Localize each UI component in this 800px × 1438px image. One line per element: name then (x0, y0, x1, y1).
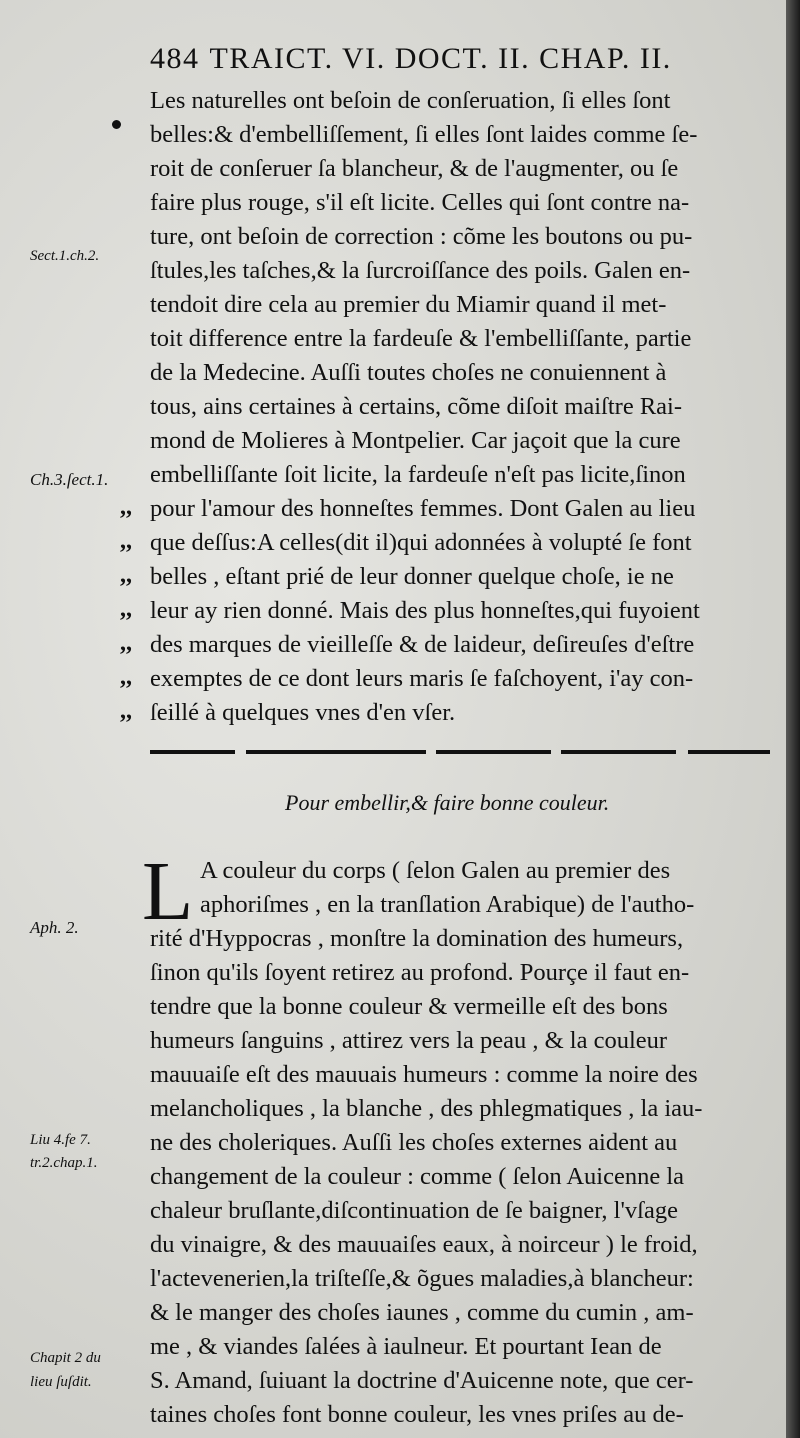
divider-rule (150, 750, 235, 754)
text-line: belles:& d'embelliſſement, ſi elles ſont laides comme ſe- (150, 121, 698, 148)
margin-note-aph: Aph. 2. (30, 918, 79, 937)
text-line: melancholiques , la blanche , des phlegmatiques , la iau- (150, 1095, 703, 1122)
text-line: que deſſus:A celles(dit il)qui adonnées à volupté ſe font (150, 529, 692, 556)
text-line: taines choſes font bonne couleur, les vnes priſes au de- (150, 1401, 684, 1428)
text-line: belles , eſtant prié de leur donner quelque choſe, ie ne (150, 563, 674, 590)
divider-rule (436, 750, 551, 754)
page-edge-shadow (786, 0, 800, 1438)
text-line: du vinaigre, & des mauuaiſes eaux, à noirceur ) le froid, (150, 1231, 698, 1258)
section-title: Pour embellir,& faire bonne couleur. (285, 790, 610, 815)
margin-note-sect: Sect.1.ch.2. (30, 248, 100, 264)
text-line: tendoit dire cela au premier du Miamir quand il met- (150, 291, 667, 318)
text-line: ſeillé à quelques vnes d'en vſer. (150, 699, 456, 726)
margin-note-chap: Ch.3.ſect.1. (30, 470, 109, 489)
text-line: faire plus rouge, s'il eſt licite. Celles qui ſont contre na- (150, 189, 690, 216)
margin-note-liu: Liu 4.fe 7. (30, 1132, 91, 1148)
text-line: l'actevenerien,la triſteſſe,& õgues maladies,à blancheur: (150, 1265, 694, 1292)
text-line: exemptes de ce dont leurs maris ſe faſchoyent, i'ay con- (150, 665, 694, 692)
margin-note-chapit: lieu ſuſdit. (30, 1374, 92, 1390)
divider-rule (246, 750, 426, 754)
text-line: A couleur du corps ( ſelon Galen au premier des (200, 857, 671, 884)
quote-mark: ,, (120, 596, 132, 622)
text-line: & le manger des choſes iaunes , comme du cumin , am- (150, 1299, 694, 1326)
quote-mark: ,, (120, 494, 132, 520)
text-line: des marques de vieilleſſe & de laideur, deſireuſes d'eſtre (150, 631, 695, 658)
text-line: ture, ont beſoin de correction : cõme les boutons ou pu- (150, 223, 693, 250)
margin-note-liu: tr.2.chap.1. (30, 1155, 98, 1171)
drop-capital: L (142, 845, 194, 938)
text-line: tendre que la bonne couleur & vermeille eſt des bons (150, 993, 668, 1020)
text-line: rité d'Hyppocras , monſtre la domination des humeurs, (150, 925, 684, 952)
text-line: embelliſſante ſoit licite, la fardeuſe n'eſt pas licite,ſinon (150, 461, 686, 488)
quote-mark: ,, (120, 630, 132, 656)
text-line: tous, ains certaines à certains, cõme diſoit maiſtre Rai- (150, 393, 683, 420)
text-line: me , & viandes ſalées à iaulneur. Et pourtant Iean de (150, 1333, 662, 1360)
text-line: humeurs ſanguins , attirez vers la peau , & la couleur (150, 1027, 668, 1054)
text-line: ſinon qu'ils ſoyent retirez au profond. Pourçe il faut en- (150, 959, 690, 986)
text-line: changement de la couleur : comme ( ſelon Auicenne la (150, 1163, 685, 1190)
ink-blot (112, 120, 121, 129)
margin-note-chapit: Chapit 2 du (30, 1350, 101, 1366)
running-title: TRAICT. VI. DOCT. II. CHAP. II. (209, 42, 672, 75)
quote-mark: ,, (120, 698, 132, 724)
text-line: toit difference entre la fardeuſe & l'embelliſſante, partie (150, 325, 692, 352)
text-line: S. Amand, ſuiuant la doctrine d'Auicenne note, que cer- (150, 1367, 694, 1394)
page-number: 484 (150, 42, 200, 75)
text-line: ne des choleriques. Auſſi les choſes externes aident au (150, 1129, 678, 1156)
text-line: leur ay rien donné. Mais des plus honneſtes,qui fuyoient (150, 597, 700, 624)
divider-rule (561, 750, 676, 754)
text-line: mauuaiſe eſt des mauuais humeurs : comme la noire des (150, 1061, 698, 1088)
quote-mark: ,, (120, 528, 132, 554)
divider-rule (688, 750, 770, 754)
text-line: de la Medecine. Auſſi toutes choſes ne conuiennent à (150, 359, 667, 386)
text-line: aphoriſmes , en la tranſlation Arabique) de l'autho- (200, 891, 695, 918)
text-line: chaleur bruſlante,diſcontinuation de ſe baigner, l'vſage (150, 1197, 678, 1224)
text-line: roit de conſeruer ſa blancheur, & de l'augmenter, ou ſe (150, 155, 679, 182)
text-line: pour l'amour des honneſtes femmes. Dont Galen au lieu (150, 495, 696, 522)
quote-mark: ,, (120, 664, 132, 690)
text-line: Les naturelles ont beſoin de conſeruation, ſi elles ſont (150, 87, 671, 114)
text-line: mond de Molieres à Montpelier. Car jaçoit que la cure (150, 427, 681, 454)
quote-mark: ,, (120, 562, 132, 588)
running-header (150, 42, 682, 76)
text-line: ſtules,les taſches,& la ſurcroiſſance des poils. Galen en- (150, 257, 691, 284)
